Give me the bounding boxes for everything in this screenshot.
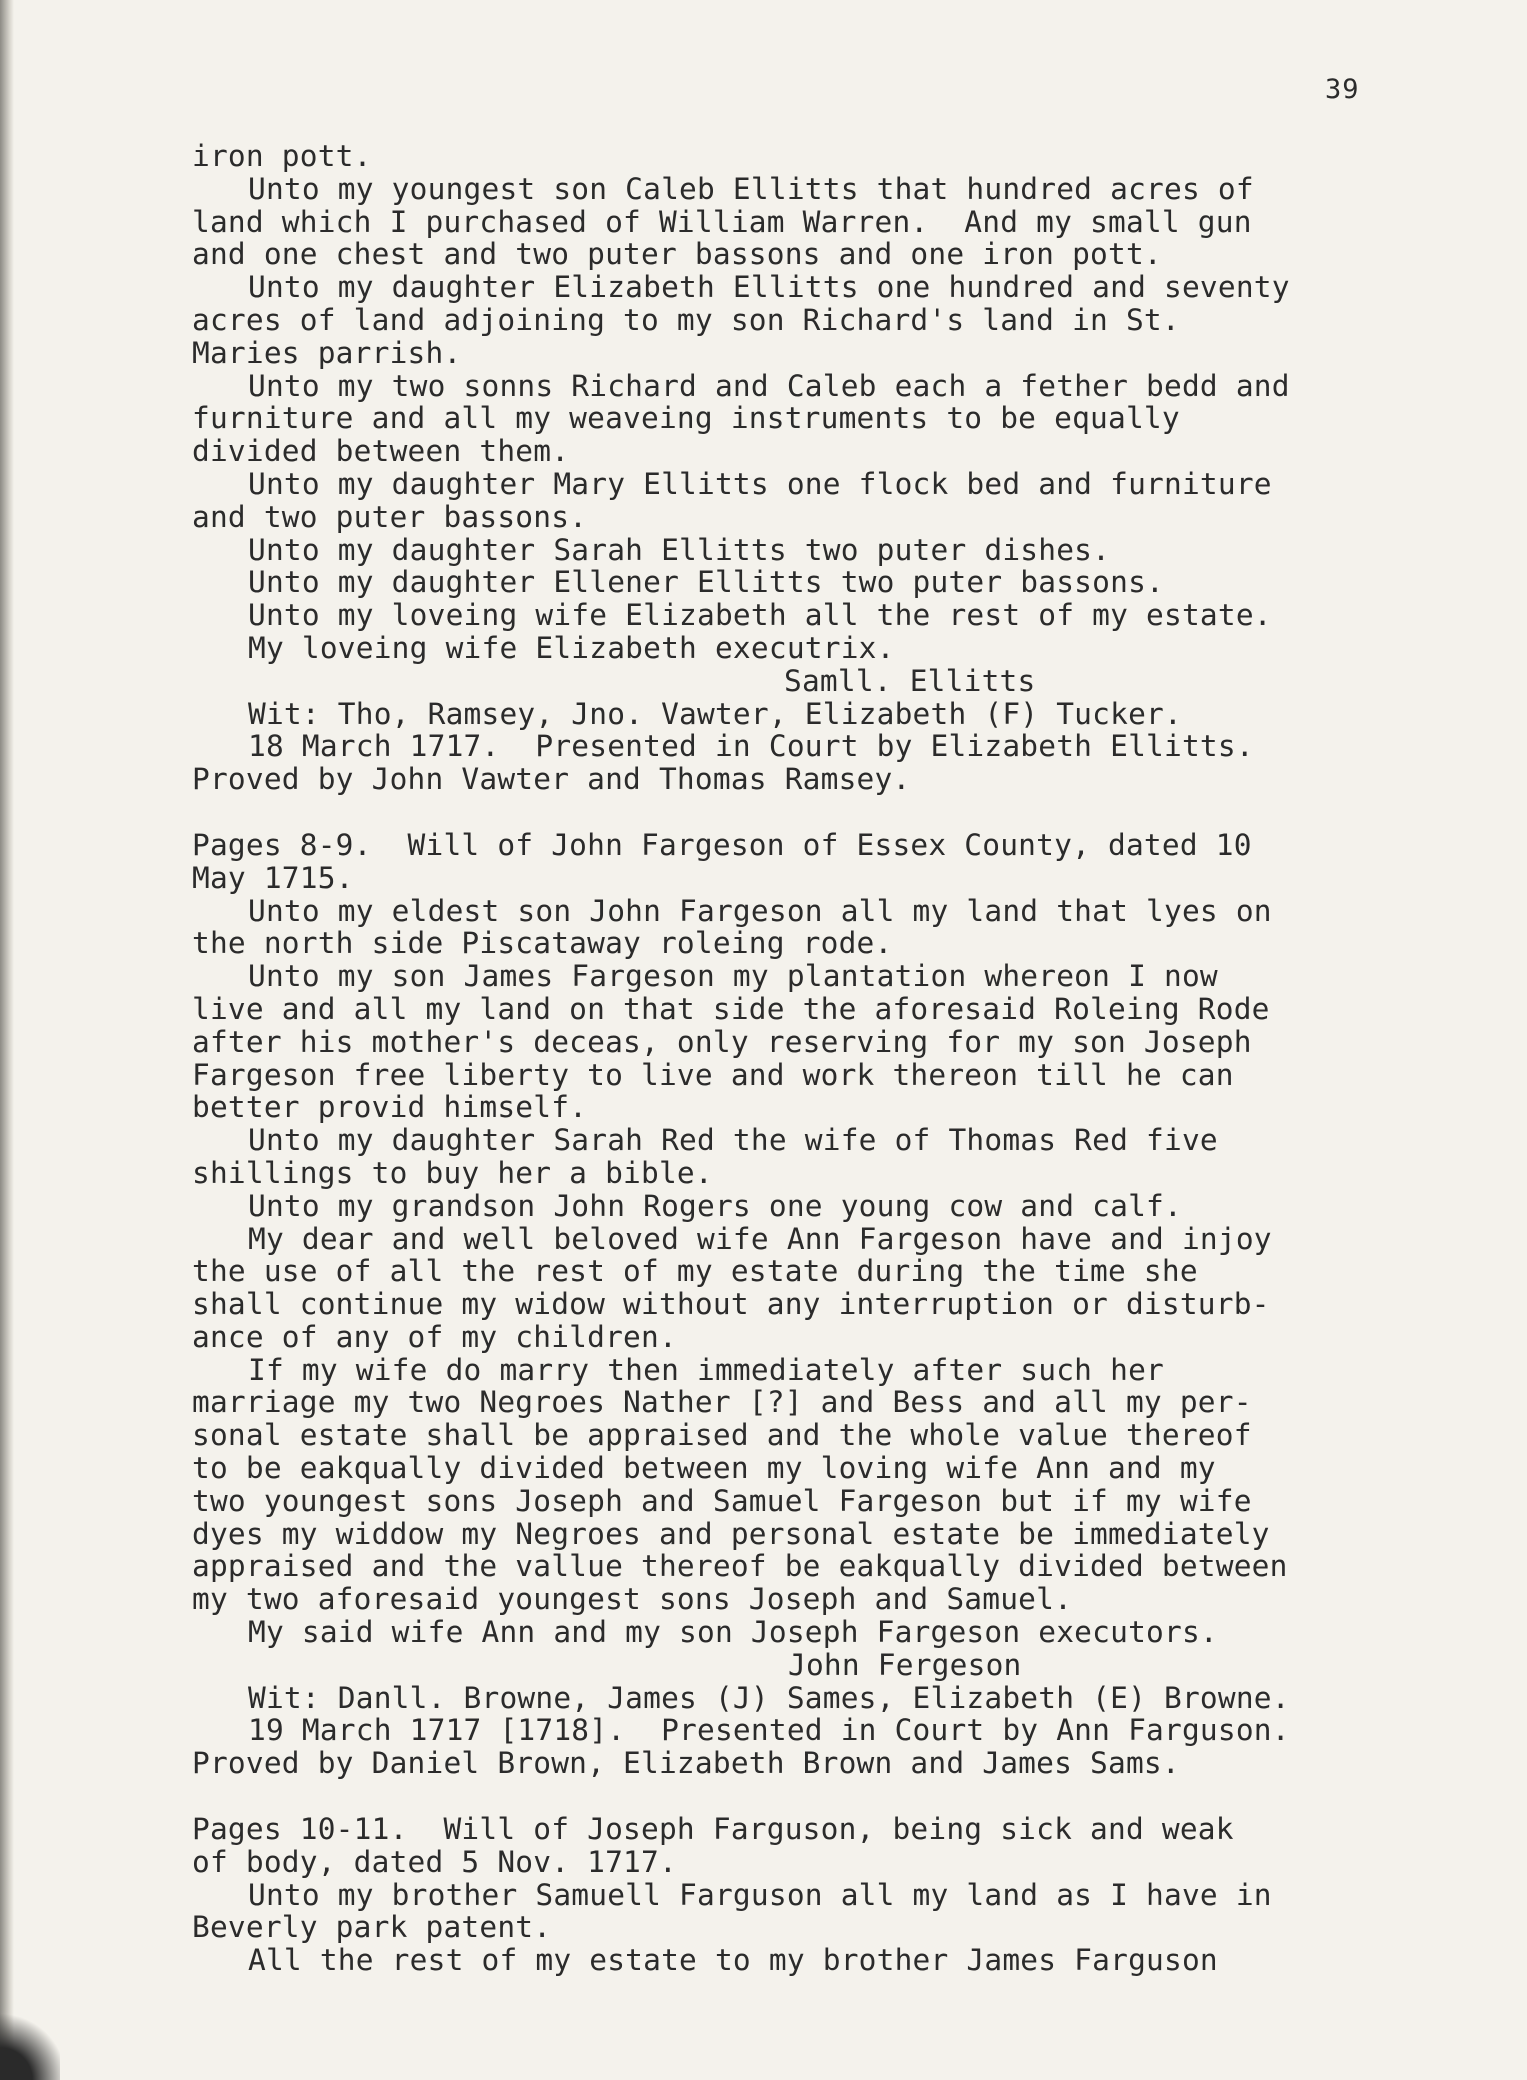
text-line: dyes my widdow my Negroes and personal estate be immediately: [192, 1516, 1270, 1551]
text-line: Pages 8-9. Will of John Fargeson of Essex County, dated 10: [192, 827, 1252, 862]
text-line: of body, dated 5 Nov. 1717.: [192, 1844, 677, 1879]
text-line: Unto my two sonns Richard and Caleb each a fether bedd and: [248, 368, 1290, 403]
text-line: Beverly park patent.: [192, 1910, 552, 1945]
text-line: Unto my daughter Ellener Ellitts two puter bassons.: [248, 565, 1164, 600]
text-line: iron pott.: [192, 139, 372, 173]
text-line: Unto my daughter Sarah Ellitts two puter dishes.: [248, 532, 1111, 567]
text-line: 18 March 1717. Presented in Court by Elizabeth Ellitts.: [248, 729, 1254, 764]
text-line: my two aforesaid youngest sons Joseph and Samuel.: [192, 1582, 1073, 1617]
text-line: the use of all the rest of my estate during the time she: [192, 1254, 1198, 1289]
text-line: ance of any of my children.: [192, 1319, 677, 1354]
text-line: My loveing wife Elizabeth executrix.: [248, 630, 895, 665]
text-line: My said wife Ann and my son Joseph Fargeson executors.: [248, 1615, 1218, 1650]
text-line: If my wife do marry then immediately after such her: [248, 1352, 1164, 1387]
text-line: Unto my loveing wife Elizabeth all the rest of my estate.: [248, 598, 1272, 633]
text-line: and one chest and two puter bassons and one iron pott.: [192, 237, 1162, 272]
text-line: Unto my son James Fargeson my plantation whereon I now: [248, 959, 1218, 994]
text-line: May 1715.: [192, 860, 354, 895]
scan-left-edge-shadow: [0, 0, 14, 2080]
text-line: Unto my daughter Mary Ellitts one flock bed and furniture: [248, 466, 1272, 501]
text-line: furniture and all my weaveing instruments to be equally: [192, 401, 1180, 436]
paragraph-gap: [192, 796, 1422, 829]
text-line: John Fergeson: [788, 1647, 1022, 1682]
text-line: Wit: Danll. Browne, James (J) Sames, Elizabeth (E) Browne.: [248, 1680, 1290, 1715]
text-line: Unto my grandson John Rogers one young cow and calf.: [248, 1188, 1182, 1223]
document-body: [192, 140, 1422, 1977]
text-line: Unto my daughter Sarah Red the wife of Thomas Red five: [248, 1123, 1218, 1158]
text-line: Unto my youngest son Caleb Ellitts that hundred acres of: [248, 171, 1254, 206]
text-line: the north side Piscataway roleing rode.: [192, 926, 893, 961]
text-line: shillings to buy her a bible.: [192, 1155, 713, 1190]
text-line: Samll. Ellitts: [784, 663, 1036, 698]
text-line: Pages 10-11. Will of Joseph Farguson, being sick and weak: [192, 1812, 1234, 1847]
text-line: Unto my eldest son John Fargeson all my land that lyes on: [248, 893, 1272, 928]
text-line: Unto my daughter Elizabeth Ellitts one hundred and seventy: [248, 270, 1290, 305]
text-line: Maries parrish.: [192, 335, 462, 370]
text-line: Wit: Tho, Ramsey, Jno. Vawter, Elizabeth (F) Tucker.: [248, 696, 1182, 731]
text-line: and two puter bassons.: [192, 499, 588, 534]
paragraph-gap: [192, 1780, 1422, 1813]
text-line: better provid himself.: [192, 1090, 588, 1125]
text-line: acres of land adjoining to my son Richard's land in St.: [192, 302, 1180, 337]
text-line: to be eakqually divided between my loving wife Ann and my: [192, 1451, 1216, 1486]
text-line: sonal estate shall be appraised and the whole value thereof: [192, 1418, 1252, 1453]
text-line: land which I purchased of William Warren. And my small gun: [192, 204, 1252, 239]
text-line: shall continue my widow without any interruption or disturb-: [192, 1287, 1270, 1322]
text-line: Unto my brother Samuell Farguson all my land as I have in: [248, 1877, 1272, 1912]
text-line: after his mother's deceas, only reserving for my son Joseph: [192, 1024, 1252, 1059]
text-line: divided between them.: [192, 434, 570, 469]
text-line: Proved by John Vawter and Thomas Ramsey.: [192, 762, 911, 797]
page-number: 39: [1325, 74, 1360, 105]
text-line: Proved by Daniel Brown, Elizabeth Brown and James Sams.: [192, 1746, 1180, 1781]
scan-corner-shadow: [0, 2010, 60, 2080]
text-line: All the rest of my estate to my brother James Farguson: [248, 1943, 1218, 1978]
text-line: 19 March 1717 [1718]. Presented in Court by Ann Farguson.: [248, 1713, 1290, 1748]
text-line: two youngest sons Joseph and Samuel Fargeson but if my wife: [192, 1483, 1252, 1518]
text-line: marriage my two Negroes Nather [?] and Bess and all my per-: [192, 1385, 1252, 1420]
text-line: Fargeson free liberty to live and work thereon till he can: [192, 1057, 1234, 1092]
text-line: My dear and well beloved wife Ann Fargeson have and injoy: [248, 1221, 1272, 1256]
text-line: appraised and the vallue thereof be eakqually divided between: [192, 1549, 1288, 1584]
text-line: live and all my land on that side the aforesaid Roleing Rode: [192, 991, 1270, 1026]
